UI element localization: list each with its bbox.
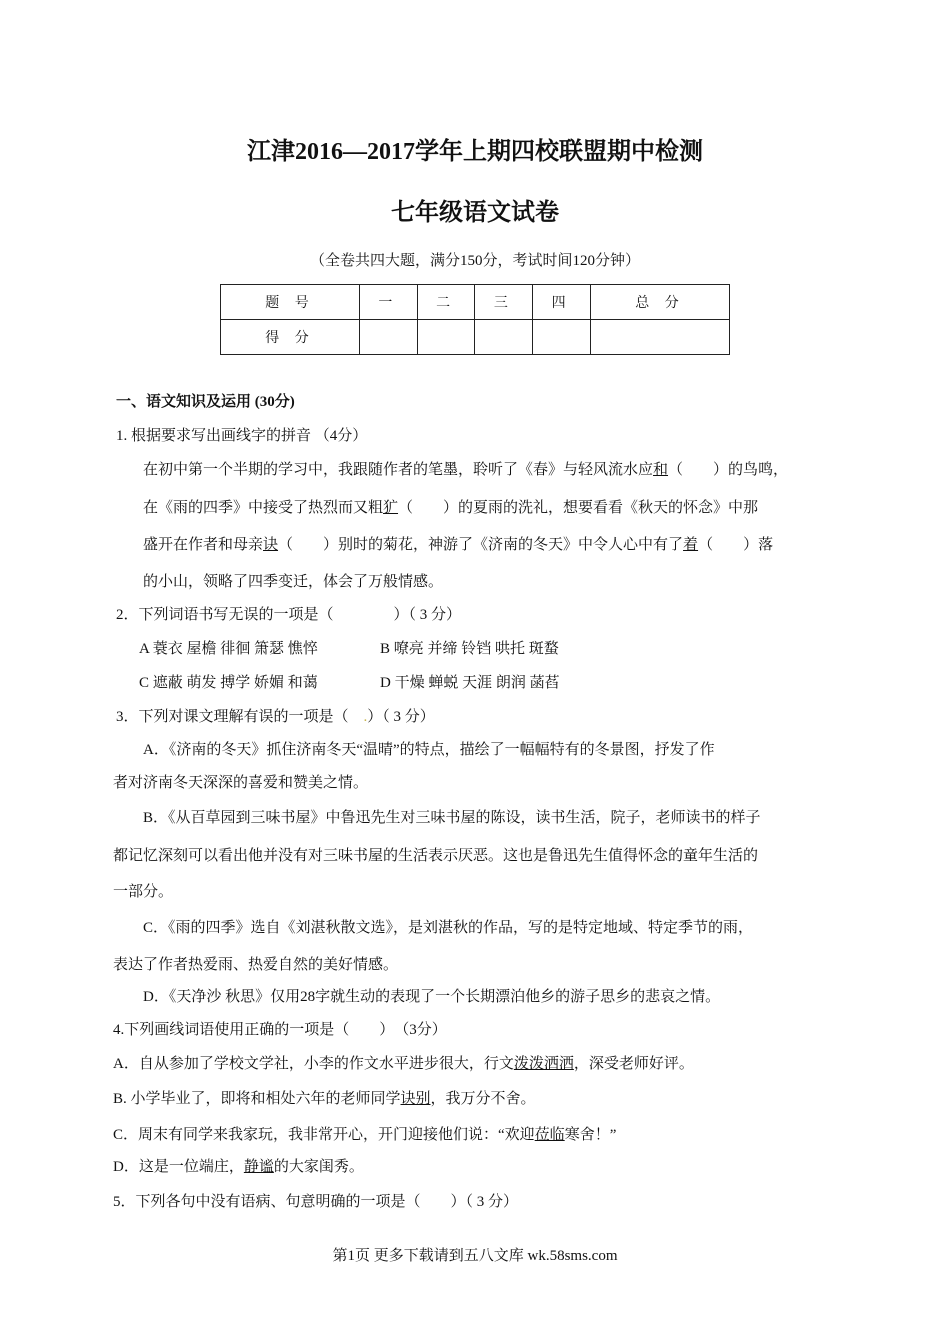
q3-option-d: D．《天净沙 秋思》仅用28字就生动的表现了一个长期漂泊他乡的游子思乡的悲哀之情。 bbox=[143, 989, 721, 1005]
text: （ ）的鸟鸣， bbox=[668, 462, 789, 478]
q2-option-d: D 干燥 蝉蜕 天涯 朗润 菡萏 bbox=[380, 675, 560, 691]
score-cell[interactable] bbox=[417, 320, 475, 355]
q3-option-c: C．《雨的四季》选自《刘湛秋散文选》，是刘湛秋的作品，写的是特定地域、特定季节的雨， bbox=[143, 920, 754, 936]
q3-option-b-cont: 都记忆深刻可以看出他并没有对三味书屋的生活表示厌恶。这也是鲁迅先生值得怀念的童年生活的 bbox=[113, 848, 759, 864]
text: （ ）别时的菊花，神游了《济南的冬天》中令人心中有了 bbox=[278, 537, 684, 553]
section-heading: 一、语文知识及运用 (30分) bbox=[116, 394, 295, 410]
score-cell[interactable] bbox=[475, 320, 533, 355]
q3-option-b-cont: 一部分。 bbox=[113, 884, 174, 900]
q2-stem: 2．下列词语书写无误的一项是（ ）（ 3 分） bbox=[116, 607, 462, 623]
column-header: 四 bbox=[533, 285, 591, 320]
text: （ ）落 bbox=[698, 537, 774, 553]
q5-stem: 5．下列各句中没有语病、句意明确的一项是（ ）（ 3 分） bbox=[113, 1194, 519, 1210]
q3-stem bbox=[116, 707, 435, 727]
score-cell[interactable] bbox=[591, 320, 730, 355]
table-row bbox=[221, 320, 730, 355]
text: 在初中第一个半期的学习中，我跟随作者的笔墨，聆听了《春》与轻风流水应 bbox=[143, 462, 654, 478]
text: 3．下列对课文理解有误的一项是（ bbox=[116, 709, 364, 725]
exam-title: 江津2016—2017学年上期四校联盟期中检测 bbox=[247, 139, 703, 165]
q1-line bbox=[143, 535, 773, 555]
q1-stem: 1. 根据要求写出画线字的拼音 （4分） bbox=[116, 428, 368, 444]
underlined-char: 诀 bbox=[263, 537, 279, 553]
text: C．周末有同学来我家玩，我非常开心，开门迎接他们说：“欢迎 bbox=[113, 1127, 535, 1143]
underlined-char: 和 bbox=[653, 462, 669, 478]
underlined-word: 静谧 bbox=[243, 1159, 274, 1175]
exam-subtitle: 七年级语文试卷 bbox=[391, 200, 559, 226]
text: 寒舍！” bbox=[564, 1127, 617, 1143]
row-label: 得 分 bbox=[221, 320, 360, 355]
q3-option-a-cont: 者对济南冬天深深的喜爱和赞美之情。 bbox=[113, 775, 369, 791]
page-footer: 第1页 更多下载请到五八文库 wk.58sms.com bbox=[332, 1248, 618, 1264]
q1-line bbox=[143, 498, 758, 518]
text: 在《雨的四季》中接受了热烈而又粗 bbox=[143, 500, 384, 516]
underlined-word: 莅临 bbox=[534, 1127, 565, 1143]
q4-stem: 4.下列画线词语使用正确的一项是（ ） （3分） bbox=[113, 1022, 447, 1038]
underlined-char: 犷 bbox=[383, 500, 399, 516]
q2-option-c: C 遮蔽 萌发 搏学 娇媚 和蔼 bbox=[139, 675, 318, 691]
underlined-word: 泼泼洒洒 bbox=[513, 1056, 574, 1072]
q4-option-c bbox=[113, 1125, 616, 1145]
text: B. 小学毕业了，即将和相处六年的老师同学 bbox=[113, 1091, 401, 1107]
text: 盛开在作者和母亲 bbox=[143, 537, 264, 553]
table-row bbox=[221, 285, 730, 320]
column-header: 一 bbox=[359, 285, 417, 320]
text: ，我万分不舍。 bbox=[430, 1091, 536, 1107]
score-cell[interactable] bbox=[359, 320, 417, 355]
exam-note: （全卷共四大题，满分150分，考试时间120分钟） bbox=[309, 253, 640, 269]
score-cell[interactable] bbox=[533, 320, 591, 355]
q1-line bbox=[143, 460, 788, 480]
q2-option-b: B 嘹亮 并缔 铃铛 哄托 斑蝥 bbox=[380, 641, 559, 657]
column-header: 三 bbox=[475, 285, 533, 320]
row-label: 题 号 bbox=[221, 285, 360, 320]
text: ）（ 3 分） bbox=[367, 709, 435, 725]
score-table bbox=[220, 284, 730, 355]
q3-option-a: A．《济南的冬天》抓住济南冬天“温晴”的特点，描绘了一幅幅特有的冬景图，抒发了作 bbox=[143, 742, 715, 758]
text: （ ）的夏雨的洗礼，想要看看《秋天的怀念》中那 bbox=[398, 500, 759, 516]
text: A．自从参加了学校文学社，小李的作文水平进步很大，行文 bbox=[113, 1056, 514, 1072]
q4-option-d bbox=[113, 1157, 364, 1177]
q3-option-c-cont: 表达了作者热爱雨、热爱自然的美好情感。 bbox=[113, 957, 399, 973]
text: ，深受老师好评。 bbox=[573, 1056, 694, 1072]
mark: . bbox=[363, 709, 368, 725]
q4-option-a bbox=[113, 1054, 694, 1074]
column-header: 二 bbox=[417, 285, 475, 320]
underlined-char: 着 bbox=[683, 537, 699, 553]
q4-option-b bbox=[113, 1089, 536, 1109]
q2-option-a: A 蓑衣 屋檐 徘徊 箫瑟 憔悴 bbox=[139, 641, 318, 657]
underlined-word: 诀别 bbox=[400, 1091, 431, 1107]
text: D．这是一位端庄， bbox=[113, 1159, 244, 1175]
column-header: 总 分 bbox=[591, 285, 730, 320]
text: 的大家闺秀。 bbox=[273, 1159, 364, 1175]
q3-option-b: B．《从百草园到三味书屋》中鲁迅先生对三味书屋的陈设，读书生活，院子，老师读书的样子 bbox=[143, 810, 761, 826]
q1-line: 的小山，领略了四季变迁，体会了万般情感。 bbox=[143, 574, 444, 590]
